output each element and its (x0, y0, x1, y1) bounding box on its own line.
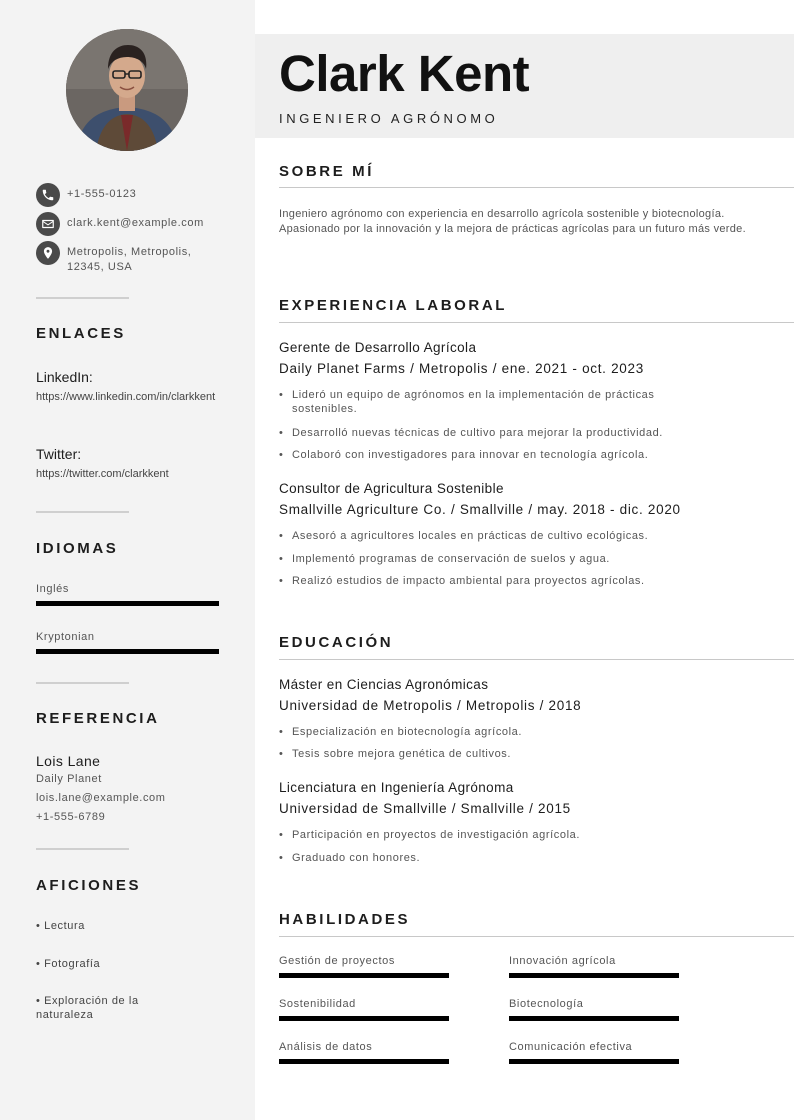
skill-level-bar (279, 973, 449, 978)
hobby-item: • Fotografía (36, 958, 101, 970)
skill-name: Análisis de datos (279, 1041, 373, 1053)
job-bullet: • Realizó estudios de impacto ambiental para proyectos agrícolas. (279, 574, 719, 588)
about-heading: SOBRE MÍ (279, 163, 374, 180)
section-rule (279, 659, 794, 660)
skill-level-bar (509, 1059, 679, 1064)
sidebar-divider (36, 848, 129, 850)
degree-bullet: • Participación en proyectos de investigación agrícola. (279, 828, 719, 842)
profile-photo-icon (66, 29, 188, 151)
degree-bullet: • Tesis sobre mejora genética de cultivos. (279, 747, 719, 761)
education-heading: EDUCACIÓN (279, 634, 394, 651)
reference-company: Daily Planet (36, 773, 102, 785)
hobby-item: • Lectura (36, 920, 85, 932)
degree-title: Licenciatura en Ingeniería Agrónoma (279, 780, 514, 795)
job-subtitle: Daily Planet Farms / Metropolis / ene. 2021 - oct. 2023 (279, 361, 644, 376)
links-heading: ENLACES (36, 325, 126, 342)
linkedin-label: LinkedIn: (36, 369, 93, 385)
name-header (255, 34, 794, 138)
contact-email-text: clark.kent@example.com (67, 217, 204, 229)
degree-bullet: • Especialización en biotecnología agrícola. (279, 725, 719, 739)
contact-address-text: Metropolis, Metropolis, 12345, USA (67, 246, 192, 273)
skill-name: Sostenibilidad (279, 998, 356, 1010)
job-bullet: • Asesoró a agricultores locales en prácticas de cultivo ecológicas. (279, 529, 719, 543)
phone-icon (36, 183, 60, 207)
reference-email: lois.lane@example.com (36, 792, 166, 804)
mail-icon (36, 212, 60, 236)
avatar (66, 29, 188, 151)
reference-heading: REFERENCIA (36, 710, 160, 727)
contact-phone (36, 183, 236, 207)
contact-email (36, 212, 236, 236)
job-bullet: • Colaboró con investigadores para innovar en tecnología agrícola. (279, 448, 719, 462)
skill-level-bar (279, 1059, 449, 1064)
section-rule (279, 322, 794, 323)
skill-level-bar (509, 1016, 679, 1021)
sidebar-divider (36, 511, 129, 513)
skill-level-bar (279, 1016, 449, 1021)
experience-heading: EXPERIENCIA LABORAL (279, 297, 508, 314)
job-role: INGENIERO AGRÓNOMO (279, 111, 499, 126)
skill-name: Biotecnología (509, 998, 584, 1010)
skill-level-bar (509, 973, 679, 978)
language-name: Kryptonian (36, 631, 95, 643)
job-bullet: • Desarrolló nuevas técnicas de cultivo para mejorar la productividad. (279, 426, 719, 440)
contact-phone-text: +1-555-0123 (67, 188, 137, 200)
job-bullet: • Implementó programas de conservación de suelos y agua. (279, 552, 719, 566)
job-title: Gerente de Desarrollo Agrícola (279, 340, 477, 355)
sidebar (0, 0, 255, 1120)
languages-heading: IDIOMAS (36, 540, 119, 557)
reference-phone: +1-555-6789 (36, 811, 106, 823)
location-pin-icon (36, 241, 60, 265)
degree-subtitle: Universidad de Metropolis / Metropolis / 2018 (279, 698, 582, 713)
job-bullet: • Lideró un equipo de agrónomos en la implementación de prácticas sostenibles. (279, 388, 719, 416)
person-name: Clark Kent (279, 45, 530, 102)
language-name: Inglés (36, 583, 69, 595)
linkedin-link[interactable]: https://www.linkedin.com/in/clarkkent (36, 391, 216, 403)
job-subtitle: Smallville Agriculture Co. / Smallville / may. 2018 - dic. 2020 (279, 502, 681, 517)
language-level-bar (36, 601, 219, 606)
skill-name: Gestión de proyectos (279, 955, 395, 967)
sidebar-divider (36, 297, 129, 299)
sidebar-divider (36, 682, 129, 684)
reference-name: Lois Lane (36, 753, 101, 769)
section-rule (279, 187, 794, 188)
hobby-item: • Exploración de la naturaleza (36, 995, 139, 1021)
contact-address (36, 241, 236, 275)
section-rule (279, 936, 794, 937)
skill-name: Innovación agrícola (509, 955, 616, 967)
about-text: Ingeniero agrónomo con experiencia en desarrollo agrícola sostenible y biotecnología. Apasionado por la innovación y la mejora de prácticas agrícolas para un futuro más verde. (279, 208, 746, 235)
language-level-bar (36, 649, 219, 654)
skills-heading: HABILIDADES (279, 911, 411, 928)
skill-name: Comunicación efectiva (509, 1041, 633, 1053)
twitter-label: Twitter: (36, 446, 82, 462)
degree-title: Máster en Ciencias Agronómicas (279, 677, 489, 692)
degree-bullet: • Graduado con honores. (279, 851, 719, 865)
job-title: Consultor de Agricultura Sostenible (279, 481, 504, 496)
twitter-link[interactable]: https://twitter.com/clarkkent (36, 468, 169, 480)
degree-subtitle: Universidad de Smallville / Smallville / 2015 (279, 801, 571, 816)
hobbies-heading: AFICIONES (36, 877, 142, 894)
